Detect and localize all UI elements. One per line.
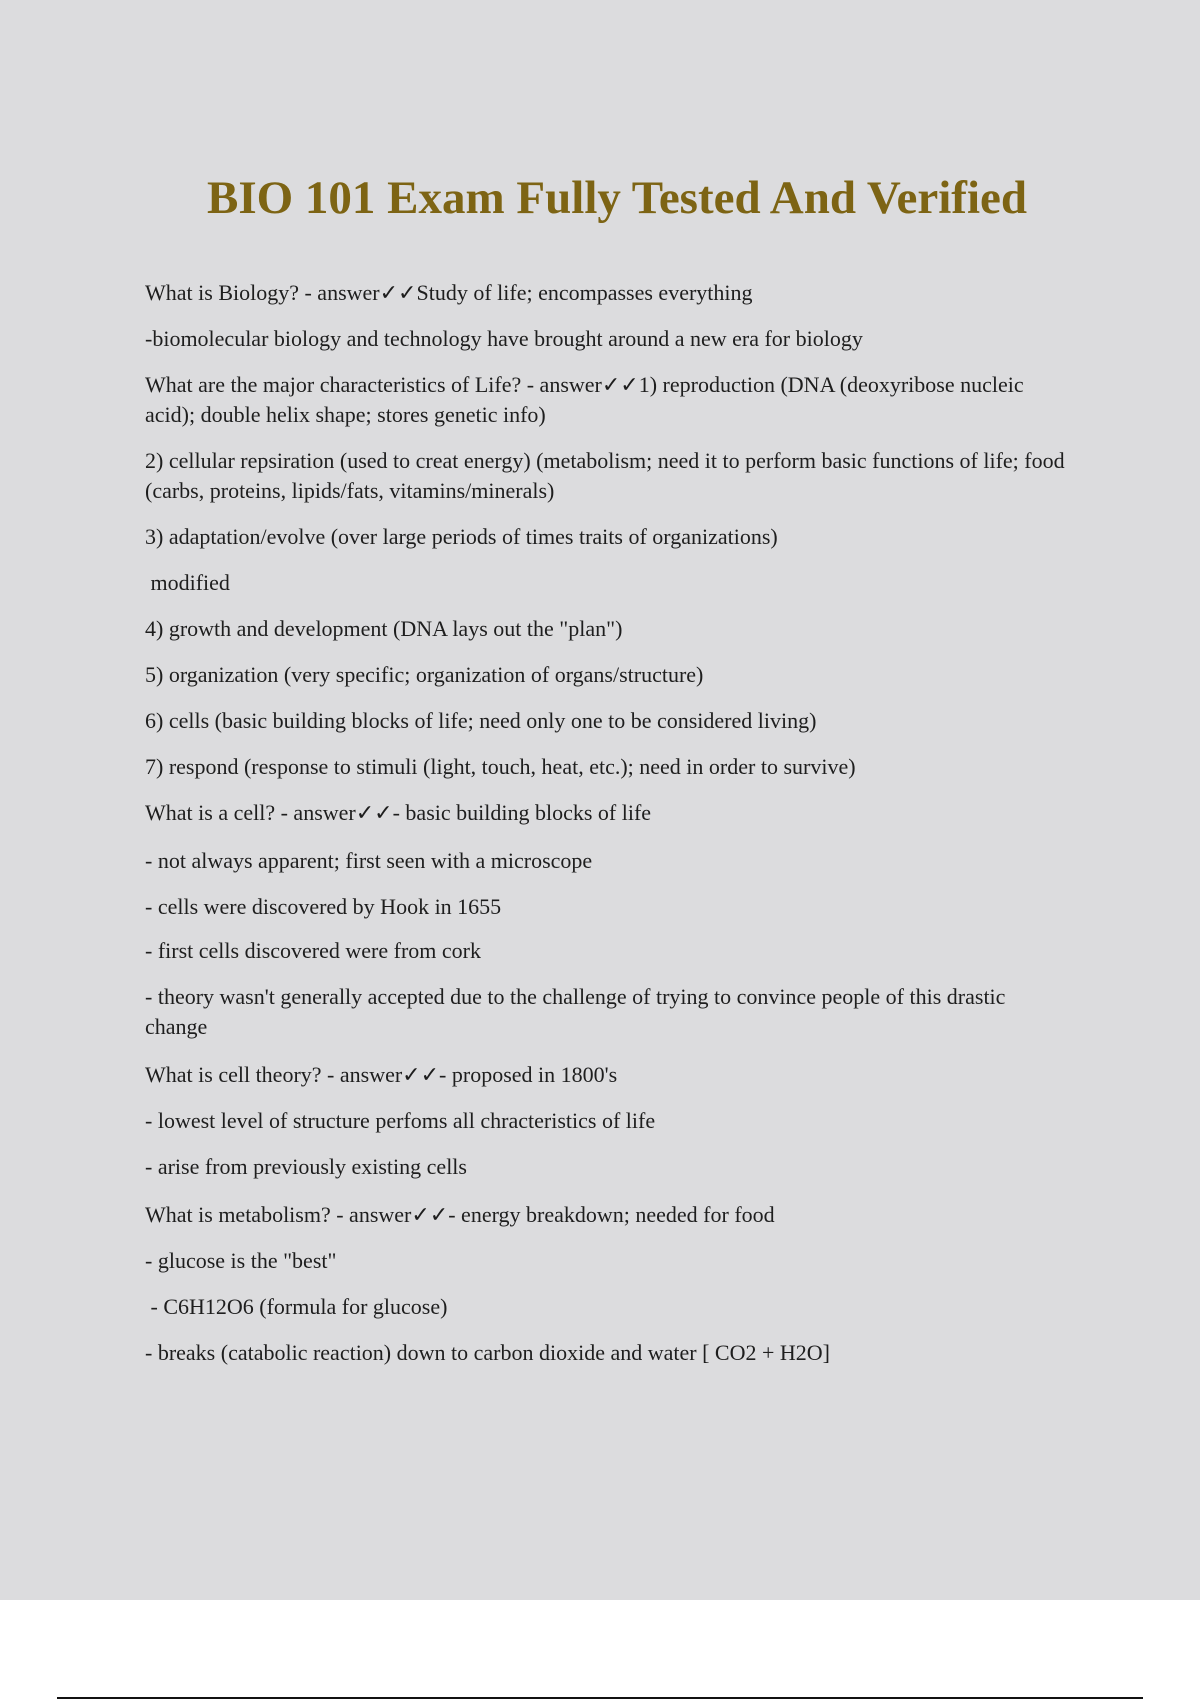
qa-cell-question: What is a cell? - answer✓✓- basic building blocks of life: [145, 800, 652, 825]
qa-life-characteristic-5: 5) organization (very specific; organization of organs/structure): [145, 662, 704, 687]
qa-metabolism-detail-2: - C6H12O6 (formula for glucose): [145, 1294, 448, 1319]
footer-divider: [57, 1697, 1143, 1699]
qa-cell-detail-1: - not always apparent; first seen with a microscope: [145, 848, 593, 873]
qa-metabolism-question: What is metabolism? - answer✓✓- energy breakdown; needed for food: [145, 1202, 775, 1227]
document-body: [145, 278, 1065, 1368]
qa-life-characteristics-question: What are the major characteristics of Life? - answer✓✓1) reproduction (DNA (deoxyribose nucleic acid); double helix shape; stores genetic info): [145, 372, 1024, 427]
qa-cell-detail-2: - cells were discovered by Hook in 1655: [145, 894, 502, 919]
qa-life-characteristic-4: 4) growth and development (DNA lays out the "plan"): [145, 616, 623, 641]
qa-cell-detail-4: - theory wasn't generally accepted due to the challenge of trying to convince people of this drastic change: [145, 984, 1006, 1039]
qa-biology-question: What is Biology? - answer✓✓Study of life; encompasses everything: [145, 280, 753, 305]
qa-cell-theory-detail-2: - arise from previously existing cells: [145, 1154, 467, 1179]
qa-metabolism-detail-1: - glucose is the "best": [145, 1248, 337, 1273]
document-title: BIO 101 Exam Fully Tested And Verified: [206, 172, 1028, 224]
qa-life-characteristic-3-cont: modified: [145, 570, 230, 595]
qa-life-characteristic-2: 2) cellular repsiration (used to creat energy) (metabolism; need it to perform basic functions of life; food (carbs, proteins, lipids/fats, vitamins/minerals): [145, 448, 1065, 503]
qa-cell-detail-3: - first cells discovered were from cork: [145, 938, 481, 963]
qa-cell-theory-detail-1: - lowest level of structure perfoms all chracteristics of life: [145, 1108, 656, 1133]
qa-biology-detail: -biomolecular biology and technology have brought around a new era for biology: [145, 326, 863, 351]
qa-life-characteristic-7: 7) respond (response to stimuli (light, touch, heat, etc.); need in order to survive): [145, 754, 856, 779]
qa-life-characteristic-6: 6) cells (basic building blocks of life; need only one to be considered living): [145, 708, 817, 733]
qa-life-characteristic-3: 3) adaptation/evolve (over large periods of times traits of organizations): [145, 524, 778, 549]
qa-metabolism-detail-3: - breaks (catabolic reaction) down to carbon dioxide and water [ CO2 + H2O]: [145, 1340, 830, 1365]
qa-cell-theory-question: What is cell theory? - answer✓✓- proposed in 1800's: [145, 1062, 618, 1087]
